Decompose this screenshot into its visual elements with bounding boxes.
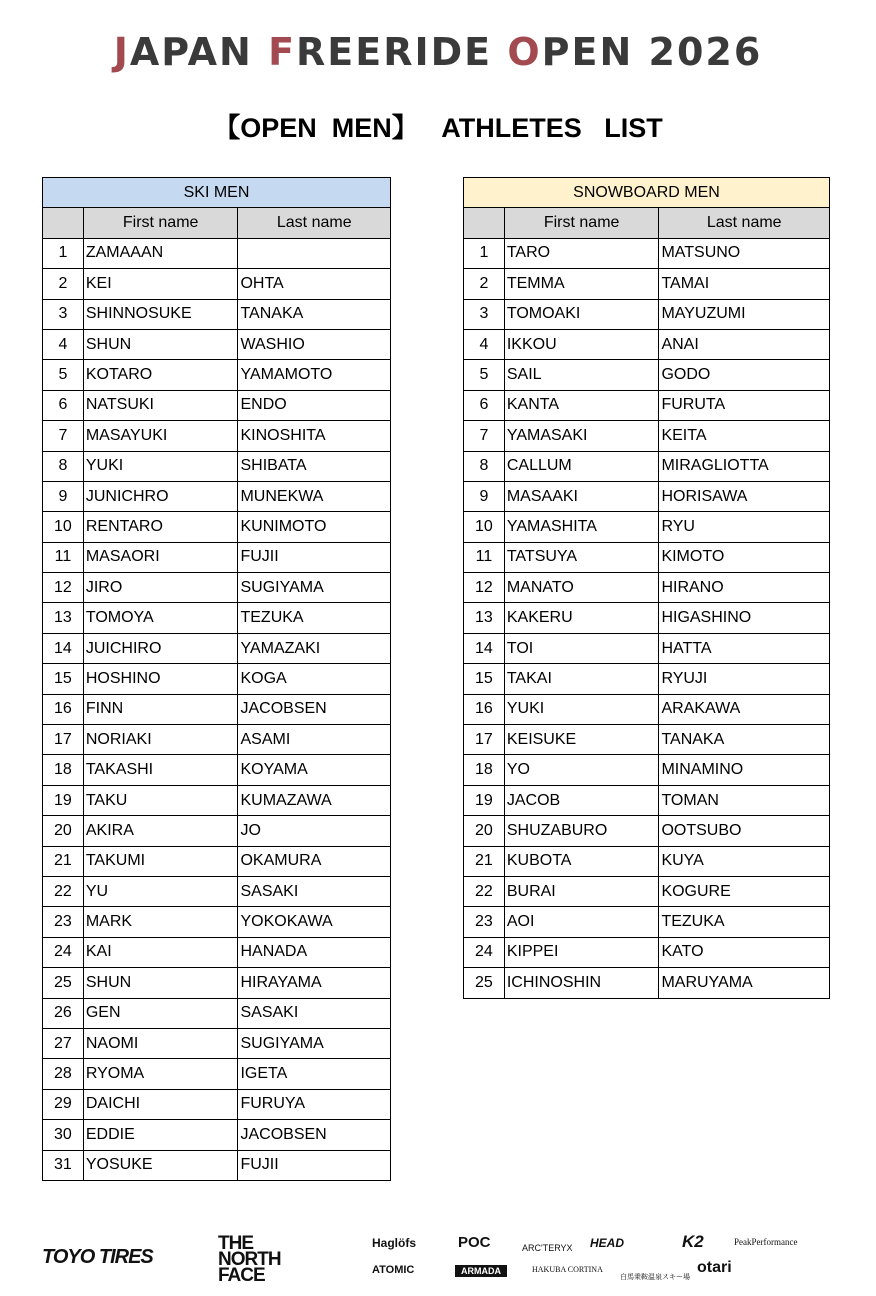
- num-cell: 10: [43, 512, 84, 542]
- last-name-cell: SUGIYAMA: [238, 573, 391, 603]
- athlete-row: [43, 785, 391, 815]
- last-name-cell: SASAKI: [238, 876, 391, 906]
- last-name-cell: TEZUKA: [659, 907, 830, 937]
- athlete-row: [43, 1059, 391, 1089]
- sponsor-logo-head: HEAD: [590, 1236, 625, 1250]
- first-name-cell: TARO: [504, 238, 659, 268]
- last-name-cell: HIRANO: [659, 573, 830, 603]
- athlete-row: [464, 451, 830, 481]
- first-name-cell: TATSUYA: [504, 542, 659, 572]
- first-name-cell: YU: [83, 876, 238, 906]
- last-name-cell: SUGIYAMA: [238, 1028, 391, 1058]
- first-name-cell: JUNICHRO: [83, 481, 238, 511]
- athlete-row: [43, 573, 391, 603]
- athlete-row: [43, 876, 391, 906]
- num-cell: 22: [464, 876, 505, 906]
- last-name-cell: MATSUNO: [659, 238, 830, 268]
- last-name-cell: FURUYA: [238, 1089, 391, 1119]
- first-name-cell: YO: [504, 755, 659, 785]
- num-cell: 20: [43, 816, 84, 846]
- title-initial: J: [113, 30, 130, 74]
- first-name-cell: JIRO: [83, 573, 238, 603]
- num-cell: 3: [43, 299, 84, 329]
- last-name-cell: FURUTA: [659, 390, 830, 420]
- num-cell: 8: [464, 451, 505, 481]
- athlete-row: [43, 603, 391, 633]
- first-name-cell: TAKASHI: [83, 755, 238, 785]
- last-name-cell: ENDO: [238, 390, 391, 420]
- first-name-cell: RYOMA: [83, 1059, 238, 1089]
- first-name-cell: TOMOAKI: [504, 299, 659, 329]
- athlete-row: [43, 512, 391, 542]
- last-name-cell: JO: [238, 816, 391, 846]
- num-cell: 26: [43, 998, 84, 1028]
- last-name-cell: MIRAGLIOTTA: [659, 451, 830, 481]
- first-name-cell: ZAMAAAN: [83, 238, 238, 268]
- first-name-cell: JACOB: [504, 785, 659, 815]
- num-cell: 9: [43, 481, 84, 511]
- num-cell: 16: [464, 694, 505, 724]
- num-cell: 5: [43, 360, 84, 390]
- first-name-cell: JUICHIRO: [83, 633, 238, 663]
- first-name-cell: KEI: [83, 269, 238, 299]
- last-name-cell: RYUJI: [659, 664, 830, 694]
- last-name-cell: YOKOKAWA: [238, 907, 391, 937]
- last-name-cell: TOMAN: [659, 785, 830, 815]
- athlete-row: [43, 1089, 391, 1119]
- num-cell: 18: [464, 755, 505, 785]
- first-name-cell: TAKUMI: [83, 846, 238, 876]
- athlete-row: [464, 329, 830, 359]
- sponsor-logo-arcteryx: ARC'TERYX: [522, 1243, 573, 1253]
- first-name-header: First name: [504, 208, 659, 238]
- last-name-cell: KOGA: [238, 664, 391, 694]
- athlete-row: [464, 907, 830, 937]
- athlete-row: [43, 421, 391, 451]
- ski-men-table: [42, 177, 391, 1181]
- sponsor-logo-the-north-face: THE NORTH FACE: [218, 1233, 281, 1286]
- num-cell: 10: [464, 512, 505, 542]
- last-name-cell: MUNEKWA: [238, 481, 391, 511]
- num-cell: 25: [464, 968, 505, 998]
- first-name-cell: MASAYUKI: [83, 421, 238, 451]
- first-name-cell: YAMASAKI: [504, 421, 659, 451]
- sponsor-logo-hakuba-norikura: 白馬乗鞍温泉スキー場: [620, 1274, 690, 1281]
- athlete-row: [464, 694, 830, 724]
- num-cell: 1: [43, 238, 84, 268]
- sponsor-logo-haglofs: Haglöfs: [372, 1236, 417, 1250]
- list-subtitle: 【OPEN MEN】 ATHLETES LIST: [213, 113, 663, 143]
- num-cell: 2: [43, 269, 84, 299]
- first-name-cell: TAKU: [83, 785, 238, 815]
- last-name-cell: KOYAMA: [238, 755, 391, 785]
- last-name-cell: JACOBSEN: [238, 1120, 391, 1150]
- athlete-row: [464, 238, 830, 268]
- athlete-row: [43, 755, 391, 785]
- first-name-cell: AOI: [504, 907, 659, 937]
- last-name-cell: ANAI: [659, 329, 830, 359]
- athlete-row: [43, 816, 391, 846]
- last-name-cell: TAMAI: [659, 269, 830, 299]
- last-name-cell: TANAKA: [238, 299, 391, 329]
- athlete-row: [464, 937, 830, 967]
- last-name-cell: HANADA: [238, 937, 391, 967]
- last-name-cell: IGETA: [238, 1059, 391, 1089]
- first-name-cell: TOMOYA: [83, 603, 238, 633]
- title-initial: F: [268, 30, 297, 74]
- athlete-row: [464, 360, 830, 390]
- first-name-cell: NORIAKI: [83, 725, 238, 755]
- athlete-row: [464, 299, 830, 329]
- num-cell: 19: [43, 785, 84, 815]
- last-name-cell: WASHIO: [238, 329, 391, 359]
- first-name-cell: KAI: [83, 937, 238, 967]
- last-name-cell: KUYA: [659, 846, 830, 876]
- first-name-cell: TAKAI: [504, 664, 659, 694]
- last-name-cell: MAYUZUMI: [659, 299, 830, 329]
- last-name-cell: HORISAWA: [659, 481, 830, 511]
- num-cell: 27: [43, 1028, 84, 1058]
- athlete-row: [464, 725, 830, 755]
- sponsor-logo-armada: ARMADA: [455, 1265, 507, 1277]
- num-cell: 4: [43, 329, 84, 359]
- athlete-row: [43, 846, 391, 876]
- num-cell: 21: [464, 846, 505, 876]
- num-cell: 20: [464, 816, 505, 846]
- athlete-row: [464, 269, 830, 299]
- first-name-cell: HOSHINO: [83, 664, 238, 694]
- first-name-cell: SHUN: [83, 329, 238, 359]
- num-cell: 18: [43, 755, 84, 785]
- first-name-cell: KUBOTA: [504, 846, 659, 876]
- num-cell: 11: [43, 542, 84, 572]
- first-name-cell: SHUZABURO: [504, 816, 659, 846]
- num-cell: 17: [464, 725, 505, 755]
- last-name-cell: OOTSUBO: [659, 816, 830, 846]
- num-cell: 12: [43, 573, 84, 603]
- first-name-cell: NAOMI: [83, 1028, 238, 1058]
- athlete-row: [43, 299, 391, 329]
- first-name-cell: YOSUKE: [83, 1150, 238, 1180]
- last-name-cell: ASAMI: [238, 725, 391, 755]
- first-name-cell: TEMMA: [504, 269, 659, 299]
- last-name-cell: HATTA: [659, 633, 830, 663]
- athlete-row: [43, 998, 391, 1028]
- num-cell: 31: [43, 1150, 84, 1180]
- last-name-cell: MINAMINO: [659, 755, 830, 785]
- num-cell: 28: [43, 1059, 84, 1089]
- num-cell: 6: [43, 390, 84, 420]
- athlete-row: [464, 573, 830, 603]
- num-cell: 30: [43, 1120, 84, 1150]
- last-name-cell: FUJII: [238, 1150, 391, 1180]
- sponsor-logo-atomic: ATOMIC: [372, 1264, 415, 1276]
- last-name-cell: KEITA: [659, 421, 830, 451]
- num-cell: 5: [464, 360, 505, 390]
- num-cell: 25: [43, 968, 84, 998]
- num-cell: 16: [43, 694, 84, 724]
- first-name-cell: MASAAKI: [504, 481, 659, 511]
- last-name-cell: GODO: [659, 360, 830, 390]
- athlete-row: [43, 542, 391, 572]
- first-name-cell: TOI: [504, 633, 659, 663]
- last-name-cell: [238, 238, 391, 268]
- last-name-cell: OHTA: [238, 269, 391, 299]
- num-cell: 13: [464, 603, 505, 633]
- first-name-cell: BURAI: [504, 876, 659, 906]
- last-name-cell: SASAKI: [238, 998, 391, 1028]
- last-name-cell: TANAKA: [659, 725, 830, 755]
- athlete-row: [464, 481, 830, 511]
- table-title: SKI MEN: [43, 178, 391, 208]
- event-title: [0, 30, 876, 74]
- last-name-cell: HIRAYAMA: [238, 968, 391, 998]
- num-cell: 17: [43, 725, 84, 755]
- last-name-cell: FUJII: [238, 542, 391, 572]
- first-name-cell: SAIL: [504, 360, 659, 390]
- athlete-row: [43, 390, 391, 420]
- last-name-cell: KOGURE: [659, 876, 830, 906]
- athlete-row: [43, 937, 391, 967]
- num-cell: 14: [464, 633, 505, 663]
- athlete-row: [43, 1150, 391, 1180]
- num-header: [464, 208, 505, 238]
- snowboard-men-table: [463, 177, 830, 999]
- num-cell: 23: [464, 907, 505, 937]
- athlete-row: [464, 512, 830, 542]
- num-cell: 4: [464, 329, 505, 359]
- athlete-row: [464, 390, 830, 420]
- table-title: SNOWBOARD MEN: [464, 178, 830, 208]
- num-cell: 15: [464, 664, 505, 694]
- first-name-cell: SHUN: [83, 968, 238, 998]
- first-name-cell: MANATO: [504, 573, 659, 603]
- athlete-row: [464, 542, 830, 572]
- num-cell: 6: [464, 390, 505, 420]
- first-name-cell: IKKOU: [504, 329, 659, 359]
- num-cell: 15: [43, 664, 84, 694]
- first-name-cell: FINN: [83, 694, 238, 724]
- athlete-row: [43, 451, 391, 481]
- num-cell: 3: [464, 299, 505, 329]
- athlete-row: [43, 968, 391, 998]
- last-name-cell: YAMAZAKI: [238, 633, 391, 663]
- title-word: PEN 2026: [541, 30, 763, 74]
- num-cell: 29: [43, 1089, 84, 1119]
- first-name-cell: EDDIE: [83, 1120, 238, 1150]
- first-name-cell: KAKERU: [504, 603, 659, 633]
- first-name-cell: YAMASHITA: [504, 512, 659, 542]
- athlete-row: [43, 269, 391, 299]
- num-cell: 1: [464, 238, 505, 268]
- athlete-row: [43, 1028, 391, 1058]
- sponsor-logo-toyo-tires: TOYO TIRES: [42, 1246, 153, 1268]
- last-name-cell: KATO: [659, 937, 830, 967]
- athlete-row: [43, 329, 391, 359]
- athlete-row: [43, 664, 391, 694]
- last-name-header: Last name: [659, 208, 830, 238]
- athlete-row: [464, 755, 830, 785]
- first-name-cell: KEISUKE: [504, 725, 659, 755]
- athlete-row: [464, 603, 830, 633]
- last-name-cell: RYU: [659, 512, 830, 542]
- athlete-row: [43, 633, 391, 663]
- first-name-cell: CALLUM: [504, 451, 659, 481]
- last-name-cell: HIGASHINO: [659, 603, 830, 633]
- num-cell: 22: [43, 876, 84, 906]
- last-name-cell: KINOSHITA: [238, 421, 391, 451]
- first-name-cell: YUKI: [83, 451, 238, 481]
- num-cell: 13: [43, 603, 84, 633]
- sponsor-logo-k2: K2: [682, 1232, 704, 1251]
- athlete-row: [464, 633, 830, 663]
- first-name-header: First name: [83, 208, 238, 238]
- num-cell: 24: [43, 937, 84, 967]
- first-name-cell: AKIRA: [83, 816, 238, 846]
- sponsor-logo-poc: POC: [458, 1234, 491, 1251]
- num-cell: 21: [43, 846, 84, 876]
- last-name-cell: SHIBATA: [238, 451, 391, 481]
- num-cell: 24: [464, 937, 505, 967]
- num-cell: 9: [464, 481, 505, 511]
- first-name-cell: ICHINOSHIN: [504, 968, 659, 998]
- athlete-row: [43, 238, 391, 268]
- last-name-cell: ARAKAWA: [659, 694, 830, 724]
- sponsor-logo-otari: otari: [697, 1259, 732, 1276]
- num-cell: 2: [464, 269, 505, 299]
- athlete-row: [464, 876, 830, 906]
- first-name-cell: DAICHI: [83, 1089, 238, 1119]
- first-name-cell: GEN: [83, 998, 238, 1028]
- num-cell: 14: [43, 633, 84, 663]
- last-name-cell: KUNIMOTO: [238, 512, 391, 542]
- first-name-cell: YUKI: [504, 694, 659, 724]
- athlete-row: [43, 360, 391, 390]
- first-name-cell: KIPPEI: [504, 937, 659, 967]
- num-cell: 19: [464, 785, 505, 815]
- last-name-cell: JACOBSEN: [238, 694, 391, 724]
- num-cell: 7: [43, 421, 84, 451]
- last-name-cell: TEZUKA: [238, 603, 391, 633]
- first-name-cell: MASAORI: [83, 542, 238, 572]
- first-name-cell: MARK: [83, 907, 238, 937]
- athlete-row: [43, 725, 391, 755]
- first-name-cell: KOTARO: [83, 360, 238, 390]
- num-cell: 23: [43, 907, 84, 937]
- title-word: REERIDE: [296, 30, 508, 74]
- athlete-row: [43, 481, 391, 511]
- first-name-cell: KANTA: [504, 390, 659, 420]
- athlete-row: [464, 846, 830, 876]
- num-cell: 7: [464, 421, 505, 451]
- first-name-cell: RENTARO: [83, 512, 238, 542]
- athlete-row: [43, 694, 391, 724]
- last-name-cell: OKAMURA: [238, 846, 391, 876]
- sponsor-logo-hakuba-cortina: HAKUBA CORTINA: [532, 1265, 603, 1274]
- num-cell: 11: [464, 542, 505, 572]
- athlete-row: [464, 664, 830, 694]
- title-word: APAN: [129, 30, 269, 74]
- last-name-header: Last name: [238, 208, 391, 238]
- last-name-cell: KIMOTO: [659, 542, 830, 572]
- last-name-cell: KUMAZAWA: [238, 785, 391, 815]
- athlete-row: [464, 968, 830, 998]
- athlete-row: [43, 1120, 391, 1150]
- athlete-row: [464, 816, 830, 846]
- athlete-row: [464, 785, 830, 815]
- first-name-cell: SHINNOSUKE: [83, 299, 238, 329]
- num-cell: 12: [464, 573, 505, 603]
- num-cell: 8: [43, 451, 84, 481]
- last-name-cell: YAMAMOTO: [238, 360, 391, 390]
- last-name-cell: MARUYAMA: [659, 968, 830, 998]
- athlete-row: [464, 421, 830, 451]
- title-initial: O: [507, 30, 542, 74]
- athlete-row: [43, 907, 391, 937]
- sponsor-logo-peak-performance: PeakPerformance: [734, 1237, 798, 1247]
- num-header: [43, 208, 84, 238]
- first-name-cell: NATSUKI: [83, 390, 238, 420]
